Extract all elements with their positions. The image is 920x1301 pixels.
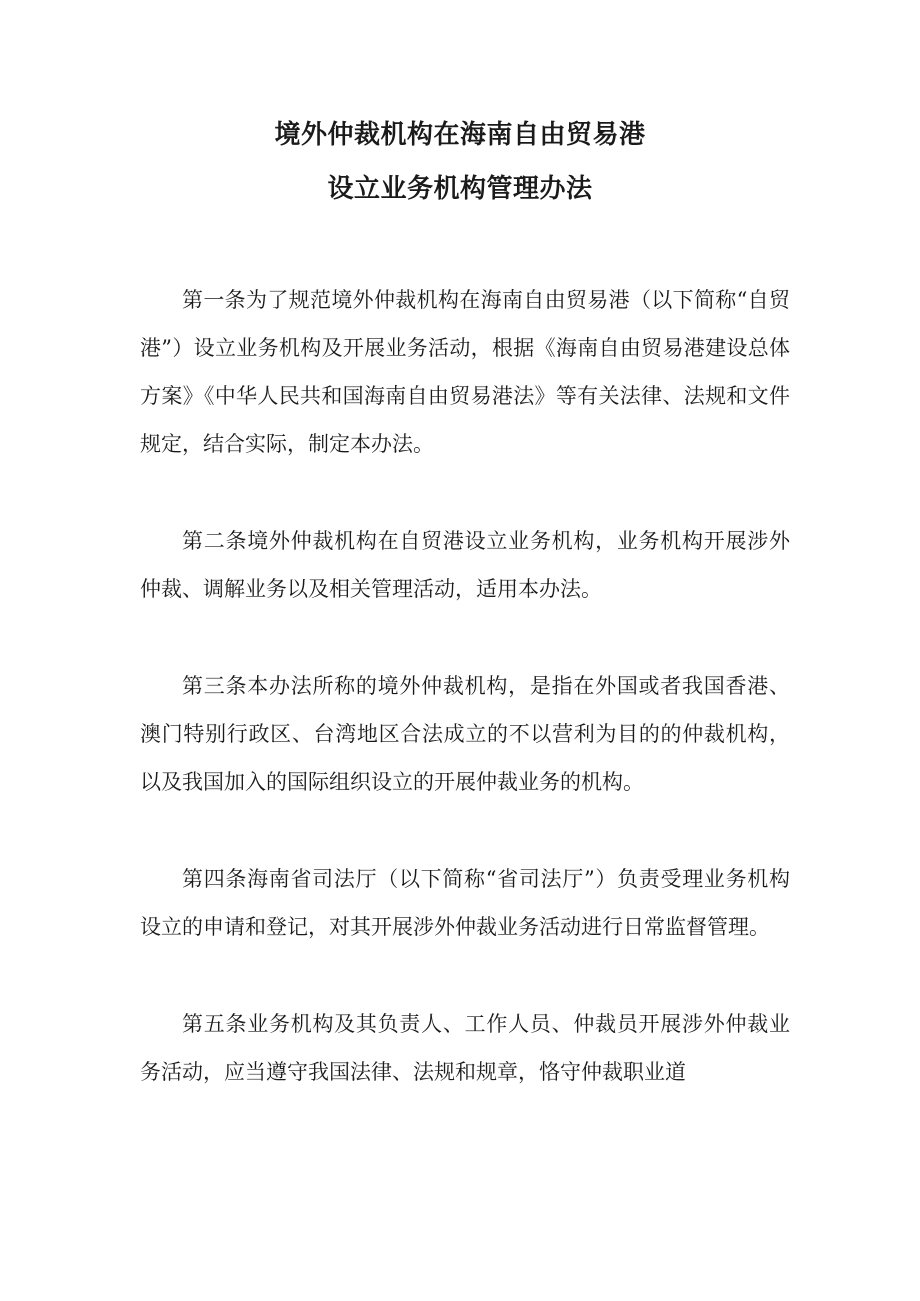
article-5: 第五条业务机构及其负责人、工作人员、仲裁员开展涉外仲裁业务活动，应当遵守我国法律、法规和规章，恪守仲裁职业道 xyxy=(140,1012,790,1084)
title-line-1: 境外仲裁机构在海南自由贸易港 xyxy=(274,120,646,150)
document-title xyxy=(0,108,920,216)
article-4: 第四条海南省司法厅（以下简称“省司法厅”）负责受理业务机构设立的申请和登记，对其开展涉外仲裁业务活动进行日常监督管理。 xyxy=(140,867,790,939)
article-1: 第一条为了规范境外仲裁机构在海南自由贸易港（以下简称“自贸港”）设立业务机构及开展业务活动，根据《海南自由贸易港建设总体方案》《中华人民共和国海南自由贸易港法》等有关法律、法规和文件规定，结合实际，制定本办法。 xyxy=(140,288,790,456)
article-2: 第二条境外仲裁机构在自贸港设立业务机构，业务机构开展涉外仲裁、调解业务以及相关管理活动，适用本办法。 xyxy=(140,529,790,601)
article-3: 第三条本办法所称的境外仲裁机构，是指在外国或者我国香港、澳门特别行政区、台湾地区合法成立的不以营利为目的的仲裁机构，以及我国加入的国际组织设立的开展仲裁业务的机构。 xyxy=(140,674,790,794)
title-line-2: 设立业务机构管理办法 xyxy=(327,174,593,204)
document-body xyxy=(140,276,790,1145)
